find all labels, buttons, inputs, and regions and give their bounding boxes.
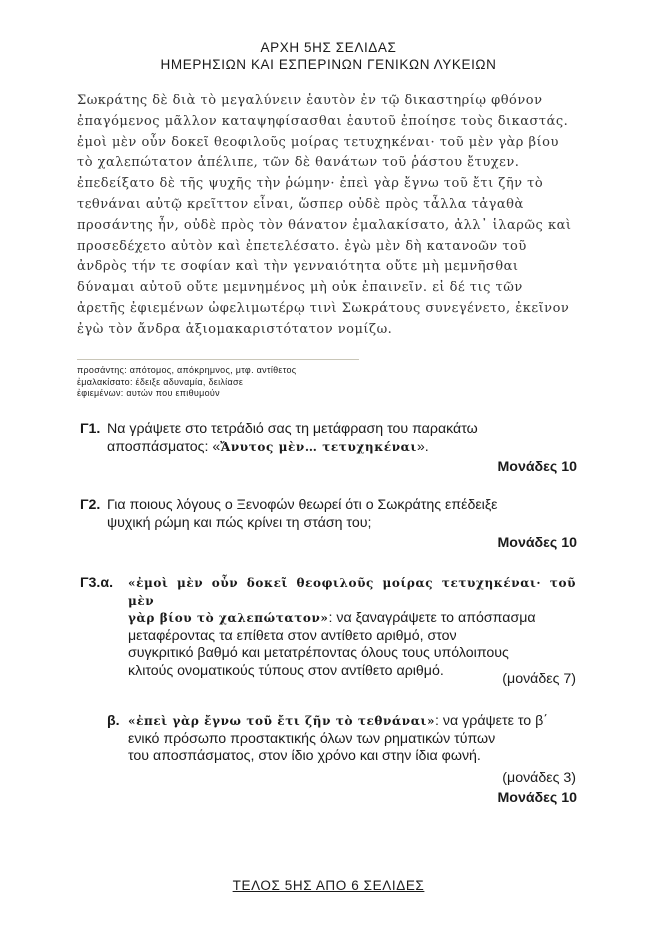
page-footer <box>0 878 657 893</box>
page-header-line-2: ΗΜΕΡΗΣΙΩΝ ΚΑΙ ΕΣΠΕΡΙΝΩΝ ΓΕΝΙΚΩΝ ΛΥΚΕΙΩΝ <box>160 57 497 72</box>
passage-line: τὸ χαλεπώτατον ἀπέλιπε, τῶν δὲ θανάτων τοῦ ῥάστου ἔτυχεν. <box>77 155 520 171</box>
glossary-entry: ἐμαλακίσατο: έδειξε αδυναμία, δειλίασε <box>77 376 244 387</box>
question-text-fragment: αποσπάσματος: « <box>107 438 221 455</box>
ancient-greek-passage <box>77 91 601 341</box>
passage-line: προσάντης ἦν, οὐδὲ πρὸς τὸν θάνατον ἐμαλακίσατο, ἀλλ᾽ ἱλαρῶς καὶ <box>77 217 572 233</box>
question-line: κλιτούς ονοματικούς τύπους στον αντίθετο αριθμό. <box>128 662 444 679</box>
question-text <box>107 421 576 456</box>
question-line: Να γράψετε στο τετράδιό σας τη μετάφραση του παρακάτω <box>107 421 478 437</box>
question-number: Γ1. <box>80 421 101 437</box>
greek-quote: «ἐμοὶ μὲν οὖν δοκεῖ θεοφιλοῦς μοίρας τετυχηκέναι· τοῦ μὲν <box>128 576 576 608</box>
glossary-entry: προσάντης: απότομος, απόκρημνος, μτφ. αντίθετος <box>77 365 297 375</box>
passage-line: Σωκράτης δὲ διὰ τὸ μεγαλύνειν ἑαυτὸν ἐν τῷ δικαστηρίῳ φθόνον <box>77 93 543 108</box>
question-text-fragment: ». <box>416 438 429 455</box>
glossary-divider <box>77 359 359 360</box>
question-line: μεταφέροντας τα επίθετα στον αντίθετο αριθμό, στον <box>128 627 457 644</box>
passage-line: δύναμαι αὐτοῦ οὔτε μεμνημένος μὴ οὐκ ἐπαινεῖν. εἰ δέ τις τῶν <box>77 280 523 296</box>
question-line: συγκριτικό βαθμό και μετατρέποντας όλους τους υπόλοιπους <box>128 645 509 662</box>
marks-label: Μονάδες 10 <box>497 459 577 475</box>
passage-line: ἐμοὶ μὲν οὖν δοκεῖ θεοφιλοῦς μοίρας τετυχηκέναι· τοῦ μὲν γὰρ βίου <box>77 134 559 150</box>
passage-line: προσεδέχετο αὐτὸν καὶ ἐπετελέσατο. ἐγὼ μὲν δὴ κατανοῶν τοῦ <box>77 238 527 254</box>
question-line: Για ποιους λόγους ο Ξενοφών θεωρεί ότι ο Σωκράτης επέδειξε <box>107 497 498 513</box>
question-g2 <box>0 497 657 557</box>
submarks-label: (μονάδες 7) <box>502 671 576 687</box>
submarks-label: (μονάδες 3) <box>502 770 576 786</box>
question-g3b <box>0 713 657 823</box>
question-g1 <box>0 421 657 481</box>
passage-line: ἐπεδείξατο δὲ τῆς ψυχῆς τὴν ῥώμην· ἐπεὶ γὰρ ἔγνω τοῦ ἔτι ζῆν τὸ <box>77 176 544 192</box>
passage-line: τεθνάναι αὐτῷ κρεῖττον εἶναι, ὥσπερ οὐδὲ πρὸς τἆλλα τἀγαθὰ <box>77 196 524 212</box>
question-line: του αποσπάσματος, στον ίδιο χρόνο και στην ίδια φωνή. <box>128 748 481 765</box>
question-line <box>128 610 576 628</box>
question-line: ενικό πρόσωπο προστακτικής όλων των ρηματικών τύπων <box>128 730 496 747</box>
question-text-fragment: : να γράψετε το β΄ <box>435 713 548 729</box>
question-g3a <box>0 575 657 695</box>
glossary <box>77 365 477 400</box>
page-header <box>0 39 657 73</box>
greek-quote: Ἄνυτος μὲν… τετυχηκέναι <box>220 439 417 454</box>
question-number: β. <box>107 713 120 729</box>
marks-label: Μονάδες 10 <box>497 790 577 806</box>
passage-line: ἀνδρὸς τήν τε σοφίαν καὶ τὴν γενναιότητα οὔτε μὴ μεμνῆσθαι <box>77 259 519 275</box>
passage-line: ἀρετῆς ἐφιεμένων ὠφελιμωτέρῳ τινὶ Σωκράτους συνεγένετο, ἐκεῖνον <box>77 300 570 316</box>
glossary-entry: ἐφιεμένων: αυτών που επιθυμούν <box>77 388 220 398</box>
question-text <box>107 497 576 532</box>
passage-line: ἐγὼ τὸν ἄνδρα ἀξιομακαριστότατον νομίζω. <box>77 321 393 337</box>
page-footer-text: ΤΕΛΟΣ 5ΗΣ ΑΠΟ 6 ΣΕΛΙΔΕΣ <box>232 878 425 893</box>
question-number: Γ2. <box>80 497 101 513</box>
greek-quote: «ἐπεὶ γὰρ ἔγνω τοῦ ἔτι ζῆν τὸ τεθνάναι» <box>128 714 436 728</box>
passage-line: ἐπαγόμενος μᾶλλον καταψηφίσασθαι ἑαυτοῦ ἐποίησε τοὺς δικαστάς. <box>77 113 569 129</box>
question-text-fragment: : να ξαναγράψετε το απόσπασμα <box>328 610 536 627</box>
greek-quote: γὰρ βίου τὸ χαλεπώτατον» <box>128 611 329 626</box>
question-line <box>128 713 576 731</box>
marks-label: Μονάδες 10 <box>497 535 577 551</box>
question-text <box>128 575 576 681</box>
question-line <box>107 439 576 457</box>
question-number: Γ3.α. <box>80 575 114 591</box>
question-line: ψυχική ρώμη και πώς κρίνει τη στάση του; <box>107 514 372 531</box>
page-header-line-1: ΑΡΧΗ 5ΗΣ ΣΕΛΙΔΑΣ <box>260 40 397 55</box>
question-text <box>128 713 576 766</box>
